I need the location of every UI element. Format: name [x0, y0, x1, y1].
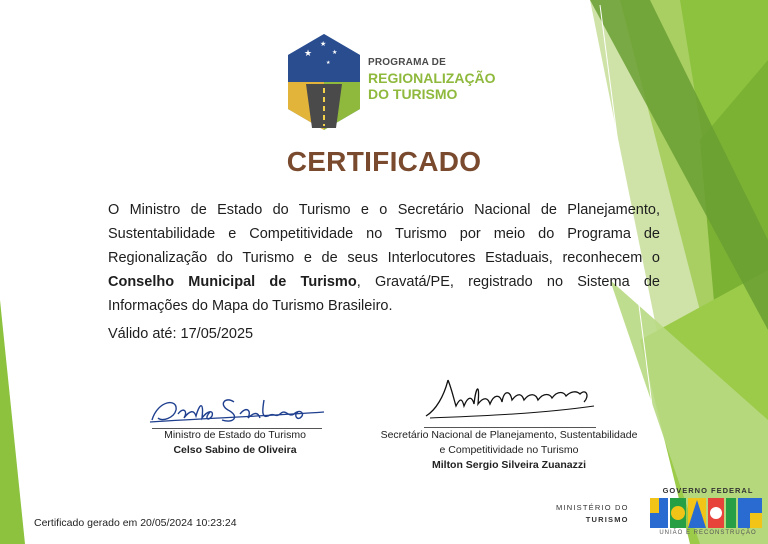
signature-left-role: Ministro de Estado do Turismo	[164, 429, 306, 441]
ministry-logo-line2: TURISMO	[585, 515, 629, 524]
valid-until: Válido até: 17/05/2025	[108, 326, 254, 342]
ministry-logo-line1: MINISTÉRIO DO	[556, 503, 629, 512]
signature-right-name: Milton Sergio Silveira Zuanazzi	[431, 459, 587, 471]
signature-left-block	[130, 428, 340, 458]
program-line2: REGIONALIZAÇÃO	[368, 70, 496, 86]
signature-right-image	[418, 376, 598, 422]
svg-text:★: ★	[332, 50, 338, 56]
signature-right-role-line2: e Competitividade no Turismo	[439, 444, 579, 456]
generated-timestamp: Certificado gerado em 20/05/2024 10:23:24	[34, 517, 237, 529]
program-logo-icon	[286, 32, 362, 132]
svg-text:★: ★	[326, 60, 331, 66]
signature-left-name: Celso Sabino de Oliveira	[173, 444, 297, 456]
svg-text:★: ★	[304, 48, 313, 58]
program-line1: PROGRAMA DE	[368, 57, 446, 68]
signature-right-block	[366, 428, 652, 473]
gov-logo-bottom: UNIÃO E RECONSTRUÇÃO	[659, 530, 757, 536]
program-name	[368, 58, 496, 101]
certificate-body	[108, 198, 660, 318]
brasil-logo-icon	[650, 496, 764, 530]
svg-text:★: ★	[320, 41, 327, 48]
ministry-logo	[556, 502, 629, 526]
body-part2: , Gravatá/PE, registrado no Sistema de Informações do Mapa do Turismo Brasileiro.	[108, 274, 660, 314]
body-organization: Conselho Municipal de Turismo	[108, 274, 357, 290]
program-line3: DO TURISMO	[368, 86, 458, 102]
signature-right-role-line1: Secretário Nacional de Planejamento, Sustentabilidade	[380, 429, 638, 441]
body-part1: O Ministro de Estado do Turismo e o Secretário Nacional de Planejamento, Sustentabilidade e Competitividade no Turismo por meio do Programa de Regionalização do Turismo e de seus Interlocutores Estaduais, reconhecem o	[108, 202, 660, 266]
gov-logo-top: GOVERNO FEDERAL	[662, 486, 754, 495]
certificate-title: CERTIFICADO	[286, 146, 482, 177]
signature-left-image	[148, 392, 328, 428]
government-logo	[646, 484, 764, 540]
